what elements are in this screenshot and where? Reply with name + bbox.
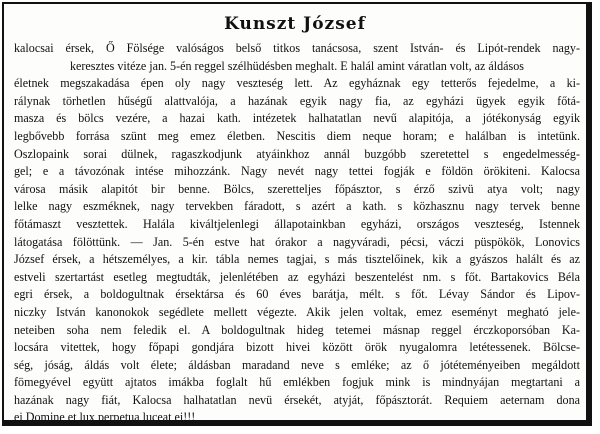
- text-line: egri érsek, a boldogultnak érsektársa és 60 éves barátja, mélt. s főt. Lévay Sándor és Lipov-: [14, 287, 580, 302]
- text-line: ség, jóság, áldás volt élete; áldásban maradand neve s emléke; az ő jótéteményeiben megáldott: [14, 357, 580, 372]
- text-line: főtámaszt vesztettek. Halála kiváltjelenlegi állapotainkban egyházi, országos veszteség, Istennek: [14, 216, 580, 231]
- obituary-text: [14, 40, 580, 427]
- text-line: kalocsai érsek, Ő Fölsége valóságos belső titkos tanácsosa, szent István- és Lipót-rendek nagy-: [14, 41, 580, 55]
- text-line: keresztes vitéze jan. 5-én reggel szélhüdésben meghalt. E halál amint váratlan volt, az áldásos: [69, 58, 524, 73]
- text-line: rálynak törhetlen hűségű alattvalója, a hazának egyik nagy fia, az egyházi ügyek egyik főtá-: [14, 93, 580, 108]
- text-line: ei Domine et lux perpetua luceat ei!!!: [14, 410, 196, 425]
- text-line: gel; e a távozónak intése mihozzánk. Nagy nevét nagy tettei fogják e földön örökiteni. Kalocsa: [14, 164, 580, 179]
- text-line: városa másik alapitót bir benne. Bölcs, szeretteljes főpásztor, s érző szivü atya volt; nagy: [14, 181, 580, 196]
- text-line: Oszlopaink sorai dülnek, ragaszkodjunk atyáinkhoz annál buzgóbb szeretettel s engedelmesség-: [14, 146, 580, 161]
- text-line: locsára vitettek, hogy főpapi gondjára bizott hivei között örök nyugalomra letétessenek. Bölcse-: [14, 340, 580, 355]
- text-line: fömegyével együtt ajtatos imákba foglalt hű emlékben fogjuk mink is mindnyájan megtartani a: [14, 375, 580, 390]
- text-line: niczky István kanonokok segédlete mellett végezte. Akik jelen voltak, emez eseményt megható jele-: [14, 304, 580, 319]
- text-line: látogatása fölöttünk. — Jan. 5-én estve hat órakor a nagyváradi, pécsi, váczi püspökök, Lonovics: [14, 234, 580, 249]
- text-line: József érsek, a hétszemélyes, a kir. tábla nemes tagjai, s más tisztelőinek, kik a gyászos halált és az: [14, 252, 580, 267]
- text-line: hazának nagy fiát, Kalocsa halhatatlan nevü érsekét, atyját, főpásztorát. Requiem aeternam dona: [14, 392, 580, 407]
- text-line: estveli szertartást esetleg megtudták, jelenlétében az egyházi beszentelést nm. s főt. Bartakovics Béla: [14, 269, 580, 284]
- text-line: legbővebb forrása szünt meg emez életben. Nescitis diem neque horam; e halálban is intetünk.: [14, 128, 580, 143]
- text-line: lelke nagy eszméknek, nagy tervekben fáradott, s azért a kath. s közhasznu nagy tervek benne: [14, 199, 580, 214]
- text-line: életnek megszakadása épen oly nagy veszteség lett. Az egyháznak egy tetterős fejedelme, a ki-: [14, 76, 580, 91]
- obituary-frame: [2, 2, 592, 426]
- text-line: neteiben soha nem feledik el. A boldogultnak hideg tetemei másnap reggel érczkoporsóban Ka-: [14, 322, 580, 337]
- obituary-title: Kunszt József: [224, 14, 366, 34]
- text-line: masza és bölcs vezére, a hazai kath. intézetek halhatatlan nevű alapitója, a jótékonyság egyik: [14, 111, 580, 126]
